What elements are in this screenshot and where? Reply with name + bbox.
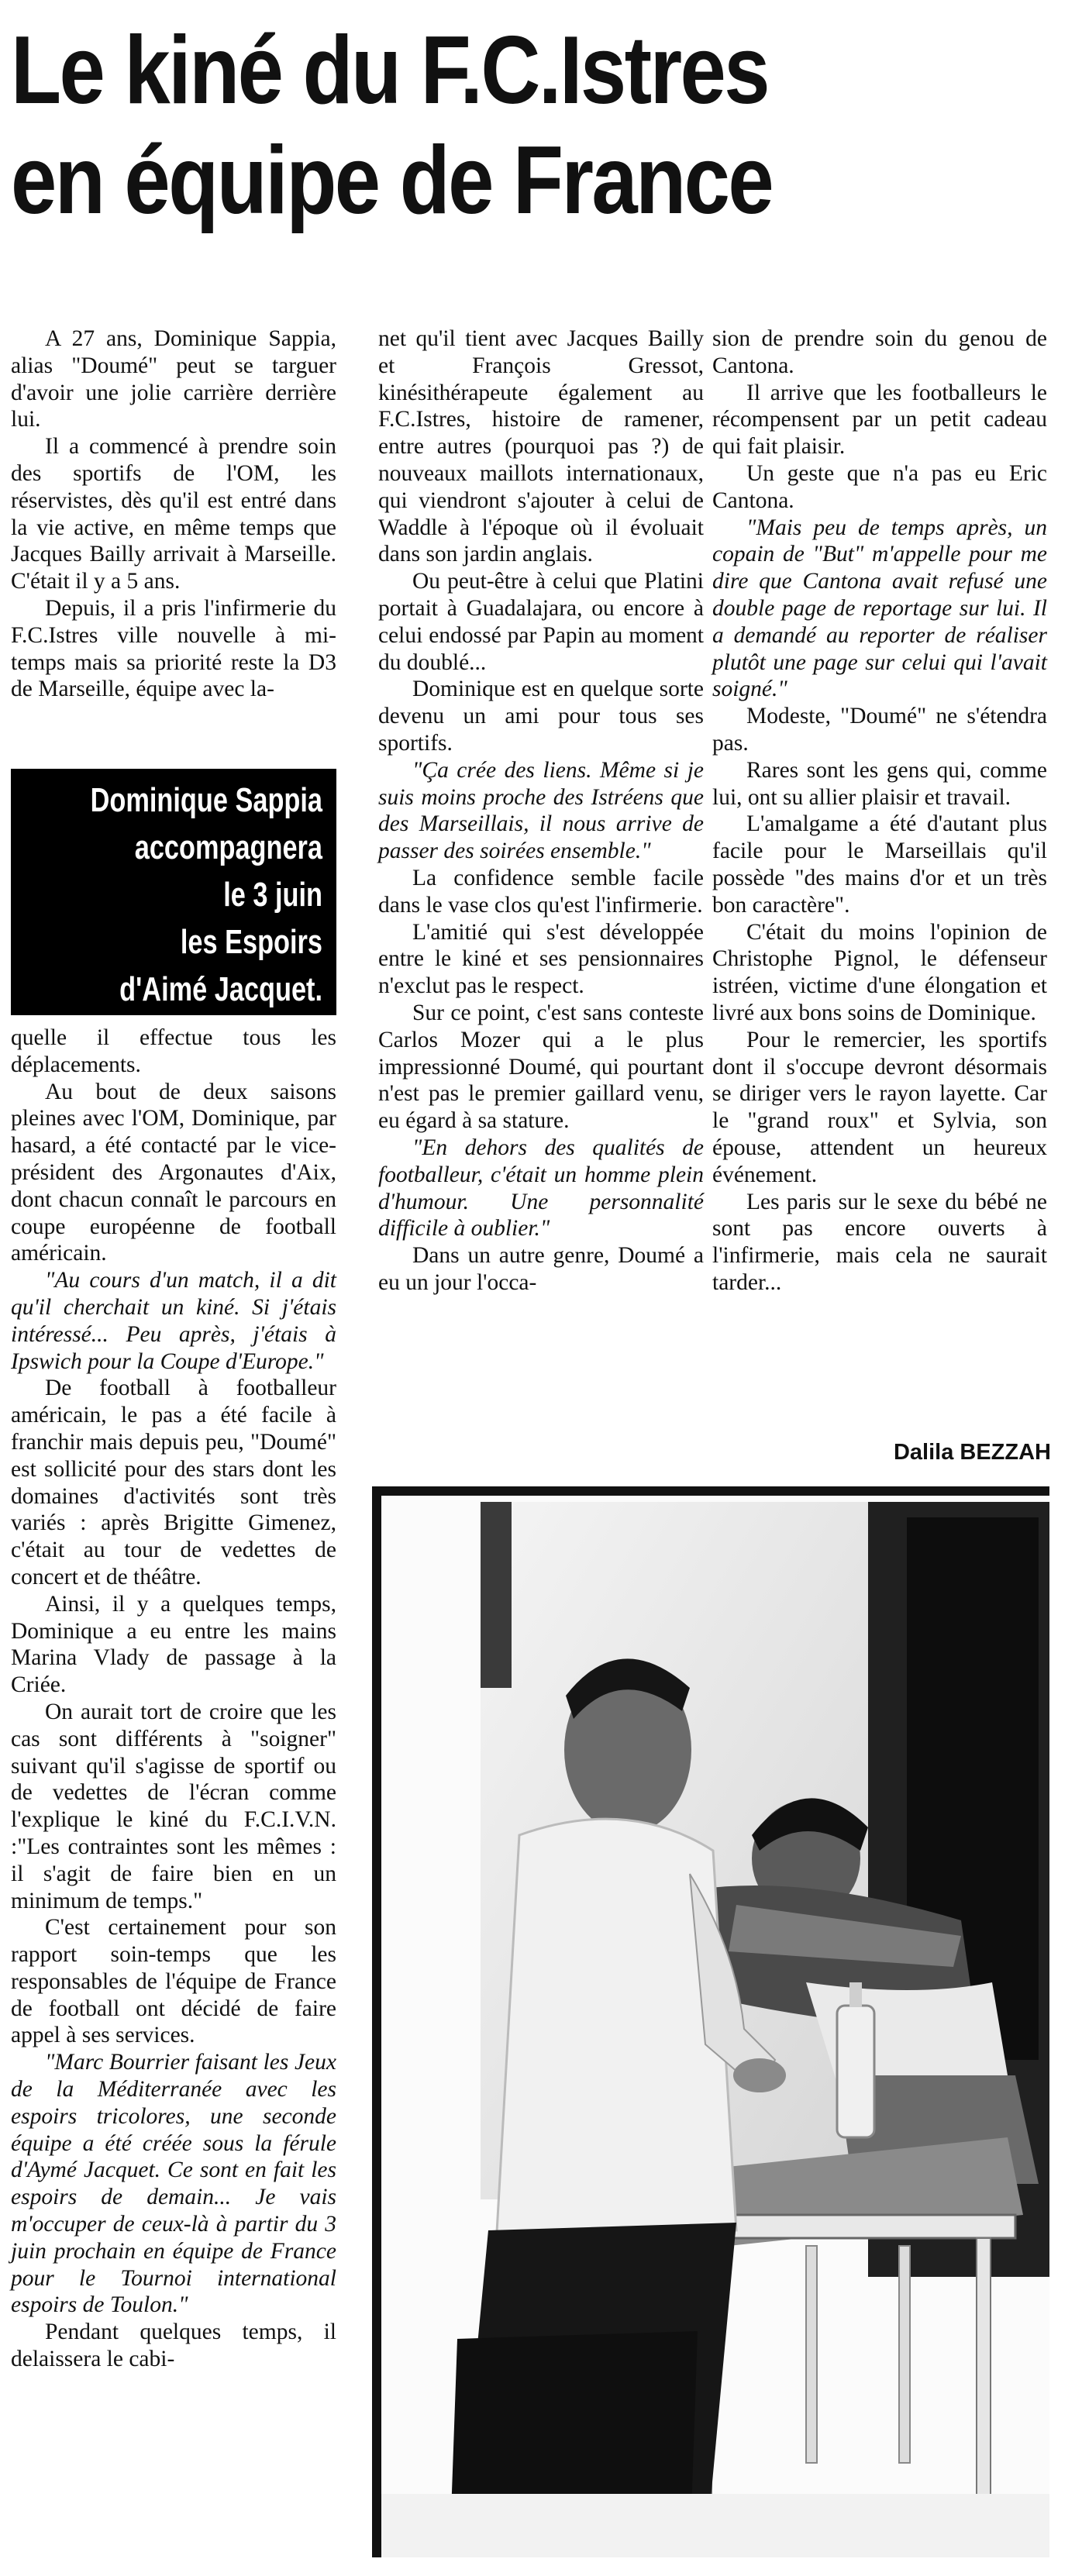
article-paragraph: On aurait tort de croire que les cas sont différents à "soigner" suivant qu'il s'agisse de sportif ou de vedettes de l'écran comme l'explique le kiné du F.C.I.V.N. :"Les contraintes sont les mêmes : il s'agit de faire bien en un minimum de temps." <box>11 1699 336 1913</box>
article-paragraph: Il a commencé à prendre soin des sportifs de l'OM, les réservistes, dès qu'il est entré dans la vie active, en même temps que Jacques Bailly arrivait à Marseille. C'était il y a 5 ans. <box>11 434 336 594</box>
article-paragraph: quelle il effectue tous les déplacements. <box>11 1025 336 1077</box>
article-paragraph: Dominique est en quelque sorte devenu un ami pour tous ses sportifs. <box>378 677 704 756</box>
article-paragraph: "Ça crée des liens. Même si je suis moins proche des Istréens que des Marseillais, il nous arrive de passer des soirées ensemble." <box>378 757 704 864</box>
headline-line-1: Le kiné du F.C.Istres <box>11 17 768 124</box>
article-paragraph: Ainsi, il y a quelques temps, Dominique a eu entre les mains Marina Vlady de passage à la Criée. <box>11 1591 336 1698</box>
article-photo <box>372 1486 1049 2557</box>
article-column-3 <box>712 325 1047 1297</box>
article-paragraph: "Marc Bourrier faisant les Jeux de la Méditerranée avec les espoirs tricolores, une seconde équipe a été créée sous la férule d'Aymé Jacquet. Ce sont en fait les espoirs de demain... Je vais m'occuper de ceux-là à partir du 3 juin prochain en équipe de France pour le Tournoi international espoirs de Toulon." <box>11 2050 336 2318</box>
article-paragraph: La confidence semble facile dans le vase clos qu'est l'infirmerie. <box>378 865 704 918</box>
article-paragraph: net qu'il tient avec Jacques Bailly et François Gressot, kinésithérapeute également au F.C.Istres, histoire de ramener, entre autres (pourquoi pas ?) de nouveaux maillots internationaux, qui viendront s'ajouter à celui de Waddle à l'époque où il évoluait dans son jardin anglais. <box>378 326 704 567</box>
article-paragraph: Dans un autre genre, Doumé a eu un jour l'occa- <box>378 1243 704 1295</box>
article-paragraph: Les paris sur le sexe du bébé ne sont pas encore ouverts à l'infirmerie, mais cela ne saurait tarder... <box>712 1189 1047 1295</box>
article-column-1-bottom <box>11 1025 336 2373</box>
article-paragraph: L'amalgame a été d'autant plus facile pour le Marseillais qu'il possède "des mains d'or et un très bon caractère". <box>712 811 1047 918</box>
pull-quote-line: accompagnera <box>134 828 322 866</box>
headline-line-2: en équipe de France <box>11 127 773 234</box>
article-paragraph: Modeste, "Doumé" ne s'étendra pas. <box>712 704 1047 756</box>
article-paragraph: Sur ce point, c'est sans conteste Carlos Mozer qui a le plus impressionné Doumé, qui pourtant n'est pas le premier gaillard venu, eu égard à sa stature. <box>378 1000 704 1134</box>
pull-quote-line: Dominique Sappia <box>90 781 322 819</box>
article-paragraph: Rares sont les gens qui, comme lui, ont su allier plaisir et travail. <box>712 757 1047 810</box>
photo-physio-treating-player <box>372 1486 1049 2557</box>
article-paragraph: Ou peut-être à celui que Platini portait à Guadalajara, ou encore à celui endossé par Papin au moment du doublé... <box>378 569 704 675</box>
pull-quote-line: les Espoirs <box>180 923 322 961</box>
article-paragraph: "En dehors des qualités de footballeur, c'était un homme plein d'humour. Une personnalité difficile à oublier." <box>378 1135 704 1242</box>
pull-quote-line: le 3 juin <box>223 876 322 914</box>
article-paragraph: "Mais peu de temps après, un copain de "But" m'appelle pour me dire que Cantona avait refusé une double page de reportage sur lui. Il a demandé au reporter de réaliser plutôt une page sur celui qui l'avait soigné." <box>712 515 1047 702</box>
article-paragraph: Pendant quelques temps, il delaissera le cabi- <box>11 2319 336 2372</box>
article-column-2 <box>378 325 704 1297</box>
pull-quote-box <box>11 769 336 1015</box>
article-paragraph: De football à footballeur américain, le pas a été facile à franchir mais depuis peu, "Doumé" est sollicité pour des stars dont les domaines d'activités sont très variés : après Brigitte Gimenez, c'était au tour de vedettes de concert et de théâtre. <box>11 1376 336 1589</box>
byline-author: Dalila BEZZAH <box>893 1440 1051 1465</box>
pull-quote-line: d'Aimé Jacquet. <box>119 970 322 1008</box>
headline <box>11 15 924 236</box>
article-paragraph: "Au cours d'un match, il a dit qu'il cherchait un kiné. Si j'étais intéressé... Peu après, j'étais à Ipswich pour la Coupe d'Europe." <box>11 1268 336 1374</box>
article-paragraph: Au bout de deux saisons pleines avec l'OM, Dominique, par hasard, a été contacté par le vice-président des Argonautes d'Aix, dont chacun connaît le parcours en coupe européenne de football américain. <box>11 1079 336 1266</box>
article-paragraph: Il arrive que les footballeurs le récompensent par un petit cadeau qui fait plaisir. <box>712 380 1047 460</box>
article-column-1-top <box>11 325 336 703</box>
article-paragraph: sion de prendre soin du genou de Cantona. <box>712 326 1047 378</box>
article-paragraph: L'amitié qui s'est développée entre le kiné et ses pensionnaires n'exclut pas le respect. <box>378 919 704 999</box>
article-paragraph: Un geste que n'a pas eu Eric Cantona. <box>712 460 1047 513</box>
article-paragraph: Pour le remercier, les sportifs dont il s'occupe devront désormais se diriger vers le rayon layette. Car le "grand roux" et Sylvia, son épouse, attendent un heureux événement. <box>712 1027 1047 1187</box>
article-paragraph: C'était du moins l'opinion de Christophe Pignol, le défenseur istréen, victime d'une élongation et livré aux bons soins de Dominique. <box>712 919 1047 1025</box>
article-paragraph: Depuis, il a pris l'infirmerie du F.C.Istres ville nouvelle à mi-temps mais sa priorité reste la D3 de Marseille, équipe avec la- <box>11 595 336 702</box>
article-paragraph: C'est certainement pour son rapport soin-temps que les responsables de l'équipe de France de football ont décidé de faire appel à ses services. <box>11 1915 336 2048</box>
article-paragraph: A 27 ans, Dominique Sappia, alias "Doumé" peut se targuer d'avoir une jolie carrière derrière lui. <box>11 326 336 432</box>
